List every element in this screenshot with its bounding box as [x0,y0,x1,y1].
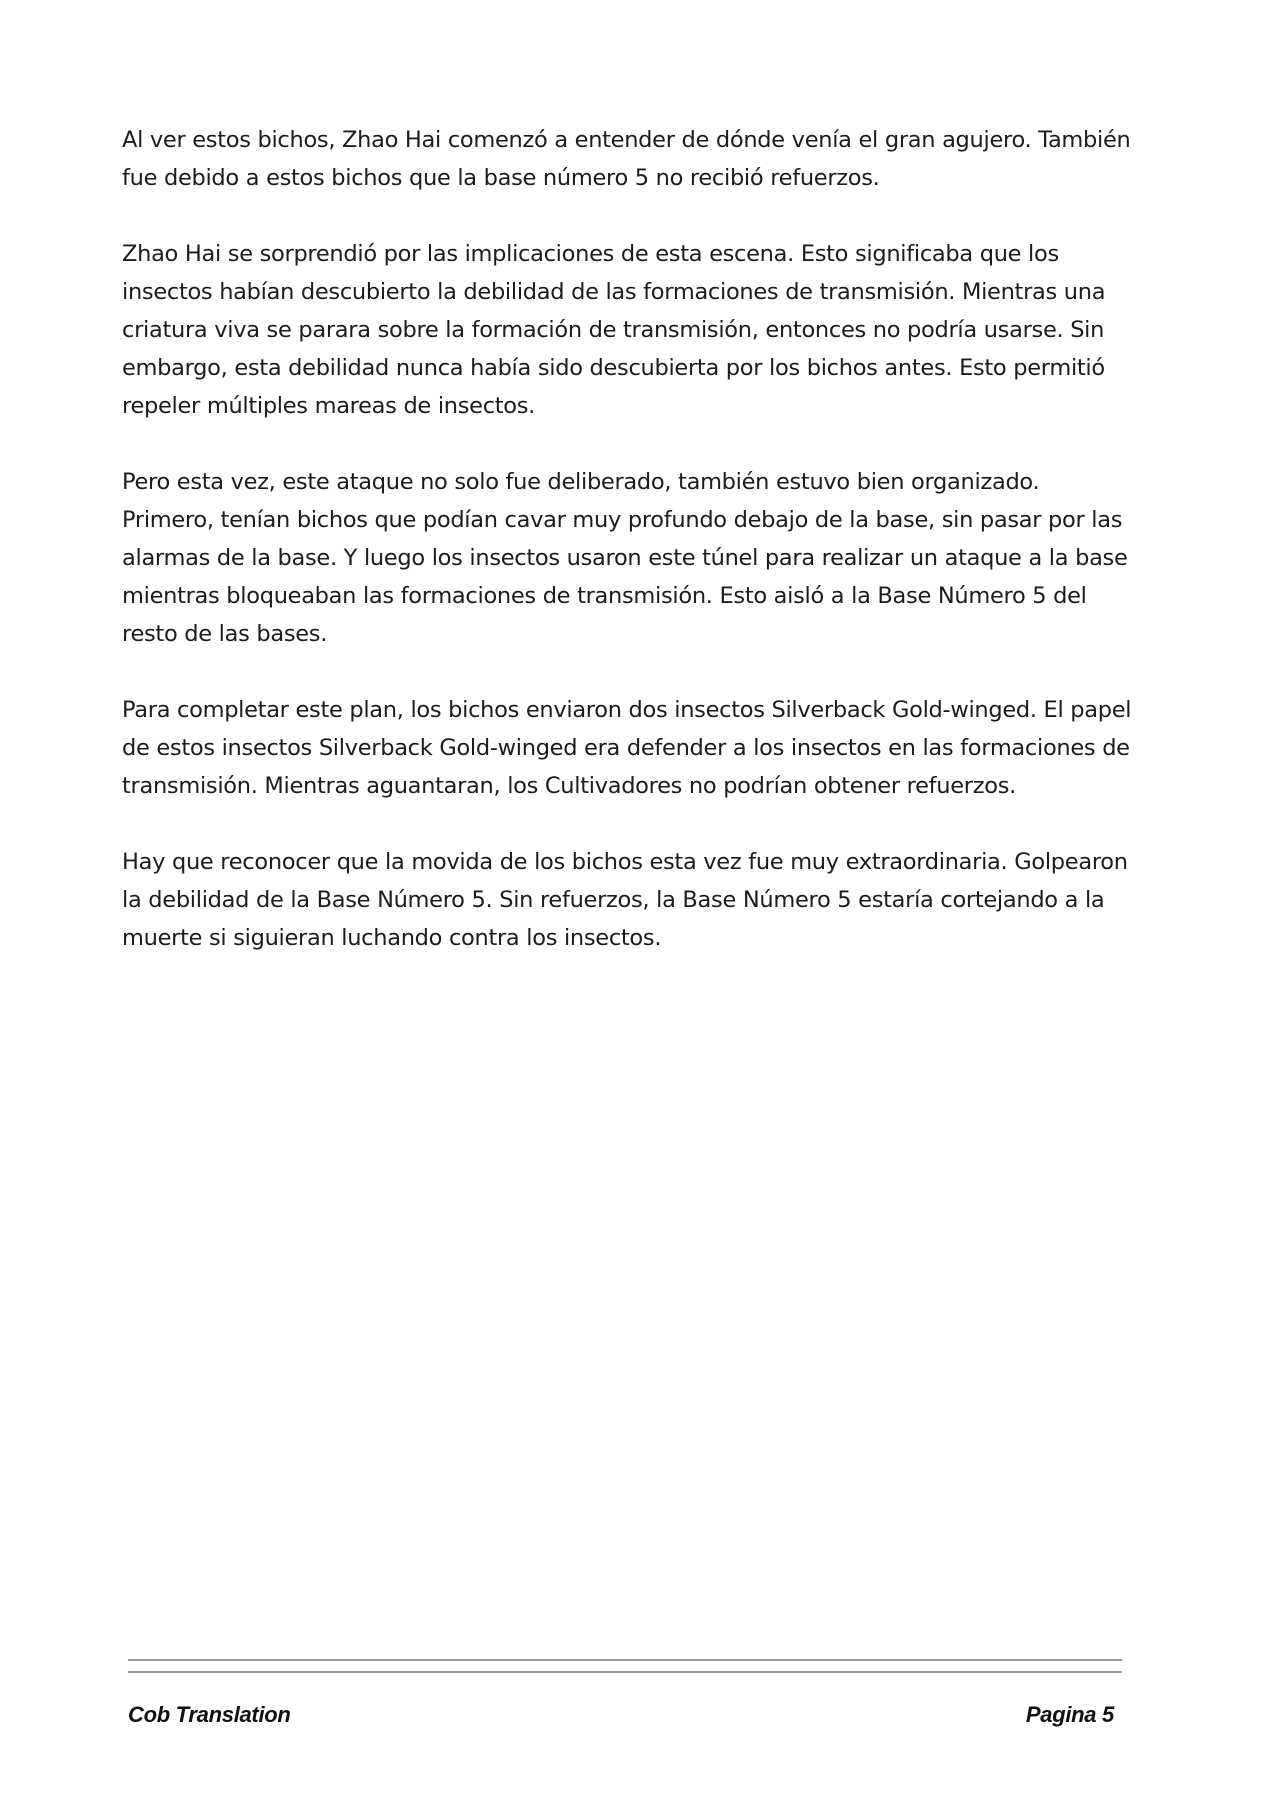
footer-divider-top [128,1659,1122,1661]
footer-divider-bottom [128,1671,1122,1673]
paragraph-3: Pero esta vez, este ataque no solo fue deliberado, también estuvo bien organizado. Primero, tenían bichos que podían cavar muy profundo debajo de la base, sin pasar por las alarmas de la base. Y luego los insectos usaron este túnel para realizar un ataque a la base mientras bloqueaban las formaciones de transmisión. Esto aisló a la Base Número 5 del resto de las bases. [122,469,1128,647]
body-text [122,121,1132,995]
paragraph-5: Hay que reconocer que la movida de los bichos esta vez fue muy extraordinaria. Golpearon la debilidad de la Base Número 5. Sin refuerzos, la Base Número 5 estaría cortejando a la muerte si siguieran luchando contra los insectos. [122,849,1128,951]
paragraph-2: Zhao Hai se sorprendió por las implicaciones de esta escena. Esto significaba que los insectos habían descubierto la debilidad de las formaciones de transmisión. Mientras una criatura viva se parara sobre la formación de transmisión, entonces no podría usarse. Sin embargo, esta debilidad nunca había sido descubierta por los bichos antes. Esto permitió repeler múltiples mareas de insectos. [122,241,1106,419]
footer-translator-credit: Cob Translation [128,1702,291,1727]
paragraph-4: Para completar este plan, los bichos enviaron dos insectos Silverback Gold-winged. El papel de estos insectos Silverback Gold-winged era defender a los insectos en las formaciones de transmisión. Mientras aguantaran, los Cultivadores no podrían obtener refuerzos. [122,697,1132,799]
footer-page-number: Pagina 5 [1025,1702,1114,1727]
paragraph-1: Al ver estos bichos, Zhao Hai comenzó a entender de dónde venía el gran agujero. También fue debido a estos bichos que la base número 5 no recibió refuerzos. [122,127,1131,191]
